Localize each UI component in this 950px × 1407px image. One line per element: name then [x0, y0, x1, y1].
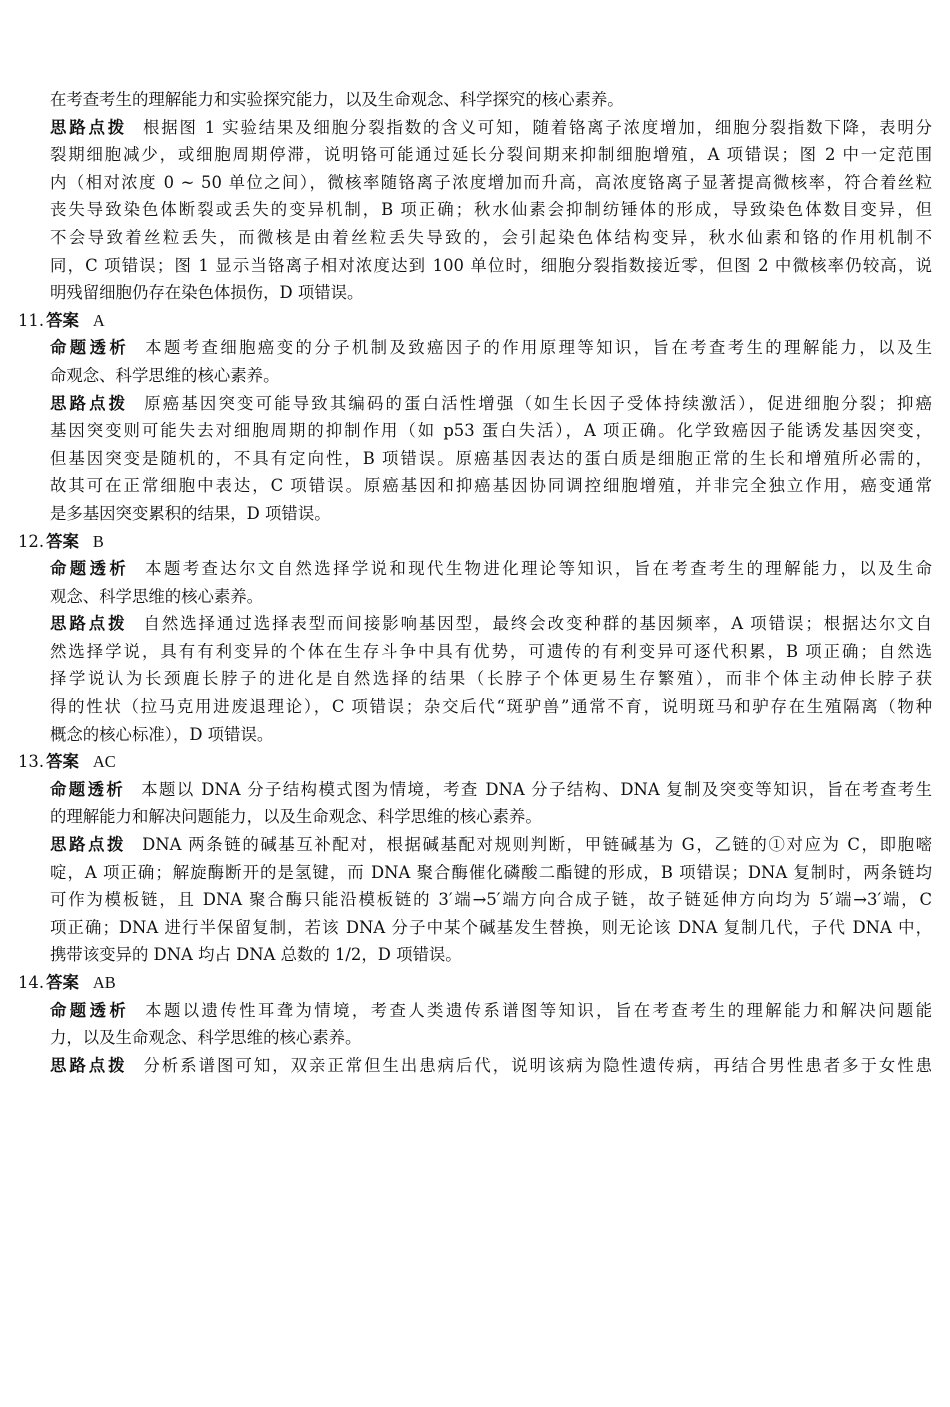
question-11: [18, 307, 932, 528]
q11-analysis-line: 思路点拨 原癌基因突变可能导致其编码的蛋白活性增强（如生长因子受体持续激活），促进细胞分裂；抑癌: [50, 393, 932, 413]
answer-label: 答案: [46, 531, 79, 551]
q13-intent-line: 的理解能力和解决问题能力，以及生命观念、科学思维的核心素养。: [50, 807, 542, 827]
q11-intent-line: 命观念、科学思维的核心素养。: [50, 365, 280, 385]
question-number: 12.: [18, 531, 45, 551]
question-14: [18, 969, 932, 1079]
answer-label: 答案: [46, 752, 79, 772]
q10-analysis-line: 内（相对浓度 0 ~ 50 单位之间），微核率随铬离子浓度增加而升高，高浓度铬离子显著提高微核率，符合着丝粒: [50, 172, 932, 192]
q12-intent-line: 观念、科学思维的核心素养。: [50, 586, 264, 606]
q13-analysis-line: 思路点拨 DNA 两条链的碱基互补配对，根据碱基配对规则判断，甲链碱基为 G，乙链的①对应为 C，即胞嘧: [50, 835, 932, 855]
q10-analysis-line: 明残留细胞仍存在染色体损伤，D 项错误。: [50, 283, 364, 303]
q14-analysis-line: 思路点拨 分析系谱图可知，双亲正常但生出患病后代，说明该病为隐性遗传病，再结合男性患者多于女性患: [50, 1055, 932, 1075]
q14-answer-row: [18, 969, 932, 997]
question-number: 14.: [18, 973, 45, 992]
intent-label: 命题透析: [50, 338, 130, 358]
q10-analysis-line: 丧失导致染色体断裂或丢失的变异机制，B 项正确；秋水仙素会抑制纺锤体的形成，导致染色体数目变异，但: [50, 200, 932, 220]
q11-intent-line: 命题透析 本题考查细胞癌变的分子机制及致癌因子的作用原理等知识，旨在考查考生的理解能力，以及生: [50, 338, 932, 358]
intent-label: 命题透析: [50, 559, 130, 579]
question-number: 13.: [18, 752, 45, 772]
q12-analysis-line: 择学说认为长颈鹿长脖子的进化是自然选择的结果（长脖子个体更易生存繁殖），而非个体主动伸长脖子获: [50, 669, 932, 689]
q11-analysis-line: 是多基因突变累积的结果，D 项错误。: [50, 503, 331, 523]
intent-label: 命题透析: [50, 1000, 130, 1020]
q11-answer-row: [18, 307, 932, 335]
analysis-label: 思路点拨: [50, 835, 127, 855]
q10-analysis-line: 同，C 项错误；图 1 显示当铬离子相对浓度达到 100 单位时，细胞分裂指数接近零，但图 2 中微核率仍较高，说: [50, 255, 932, 275]
q10-analysis-line: 不会导致着丝粒丢失，而微核是由着丝粒丢失导致的，会引起染色体结构变异，秋水仙素和铬的作用机制不: [50, 227, 932, 247]
q11-analysis-line: 但基因突变是随机的，不具有定向性，B 项错误。原癌基因表达的蛋白质是细胞正常的生长和增殖所必需的，: [50, 448, 932, 468]
q14-intent-line: 力，以及生命观念、科学思维的核心素养。: [50, 1028, 362, 1048]
q11-analysis-line: 基因突变则可能失去对细胞周期的抑制作用（如 p53 蛋白失活），A 项正确。化学致癌因子能诱发基因突变，: [50, 421, 932, 441]
q12-analysis-line: 思路点拨 自然选择通过选择表型而间接影响基因型，最终会改变种群的基因频率，A 项错误；根据达尔文自: [50, 614, 932, 634]
q14-intent-line: 命题透析 本题以遗传性耳聋为情境，考查人类遗传系谱图等知识，旨在考查考生的理解能力和解决问题能: [50, 1000, 932, 1020]
analysis-label: 思路点拨: [50, 117, 127, 137]
q12-analysis-line: 然选择学说，具有有利变异的个体在生存斗争中具有优势，可遗传的有利变异可逐代积累，B 项正确；自然选: [50, 641, 932, 661]
answer-value: B: [92, 531, 104, 551]
q12-analysis-line: 概念的核心标准），D 项错误。: [50, 724, 274, 744]
q13-analysis-line: 可作为模板链，且 DNA 聚合酶只能沿模板链的 3′端→5′端方向合成子链，故子链延伸方向均为 5′端→3′端，C: [50, 890, 932, 910]
analysis-label: 思路点拨: [50, 1055, 128, 1075]
q12-intent-line: 命题透析 本题考查达尔文自然选择学说和现代生物进化理论等知识，旨在考查考生的理解能力，以及生命: [50, 559, 932, 579]
q12-analysis-line: 得的性状（拉马克用进废退理论），C 项错误；杂交后代“斑驴兽”通常不育，说明斑马和驴存在生殖隔离（物种: [50, 697, 932, 717]
q10-analysis-line: 裂期细胞减少，或细胞周期停滞，说明铬可能通过延长分裂间期来抑制细胞增殖，A 项错误；图 2 中一定范围: [50, 145, 932, 165]
answer-value: A: [92, 310, 105, 330]
q10-continuation: [18, 86, 932, 307]
q13-answer-row: [18, 748, 932, 776]
q13-analysis-line: 项正确；DNA 进行半保留复制，若该 DNA 分子中某个碱基发生替换，则无论该 DNA 复制几代，子代 DNA 中，: [50, 917, 932, 937]
q11-analysis-line: 故其可在正常细胞中表达，C 项错误。原癌基因和抑癌基因协同调控细胞增殖，并非完全独立作用，癌变通常: [50, 476, 932, 496]
intent-label: 命题透析: [50, 779, 126, 799]
q13-intent-line: 命题透析 本题以 DNA 分子结构模式图为情境，考查 DNA 分子结构、DNA 复制及突变等知识，旨在考查考生: [50, 779, 932, 799]
analysis-label: 思路点拨: [50, 614, 128, 634]
answer-label: 答案: [46, 310, 79, 330]
q13-analysis-line: 携带该变异的 DNA 均占 DNA 总数的 1/2，D 项错误。: [50, 945, 462, 965]
answer-value: AC: [92, 752, 116, 772]
answer-label: 答案: [46, 973, 79, 992]
q13-analysis-line: 啶，A 项正确；解旋酶断开的是氢键，而 DNA 聚合酶催化磷酸二酯键的形成，B 项错误；DNA 复制时，两条链均: [50, 862, 932, 882]
question-12: [18, 528, 932, 749]
q12-answer-row: [18, 528, 932, 556]
q10-intent-tail: 在考查考生的理解能力和实验探究能力，以及生命观念、科学探究的核心素养。: [50, 90, 624, 109]
answer-value: AB: [92, 973, 116, 992]
question-13: [18, 748, 932, 969]
question-number: 11.: [18, 310, 45, 330]
q10-analysis-line: 思路点拨 根据图 1 实验结果及细胞分裂指数的含义可知，随着铬离子浓度增加，细胞分裂指数下降，表明分: [50, 117, 932, 137]
answer-explanation-page: [18, 86, 932, 1079]
analysis-label: 思路点拨: [50, 393, 129, 413]
